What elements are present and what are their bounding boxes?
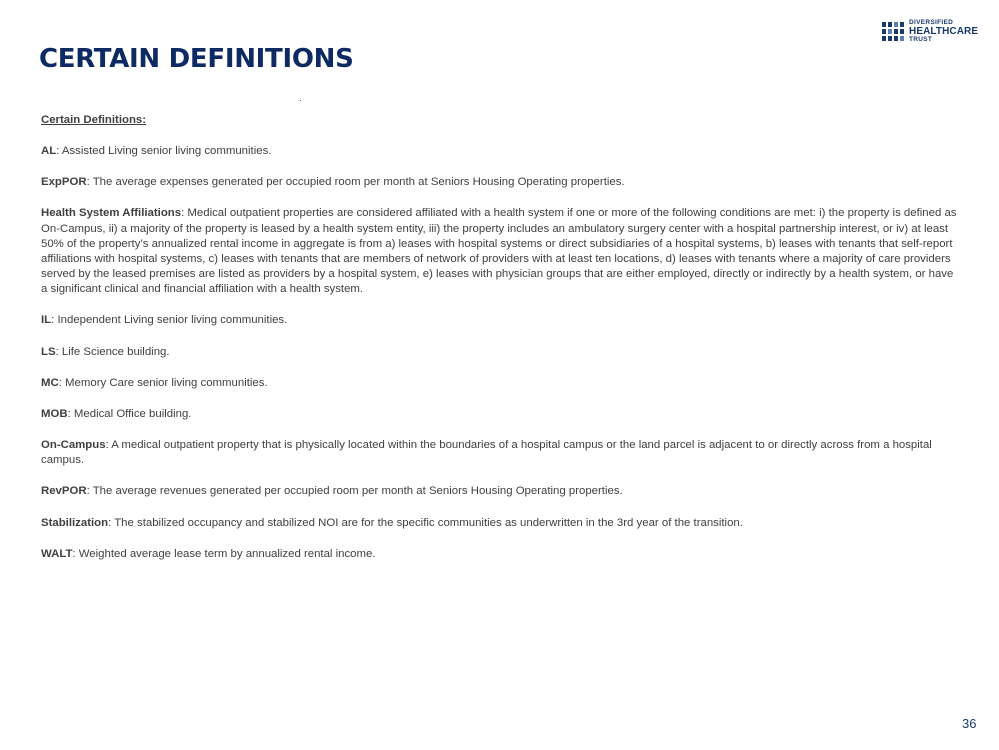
definitions-content — [41, 113, 959, 578]
logo-mark-icon — [882, 22, 904, 41]
section-heading: Certain Definitions: — [41, 114, 147, 126]
definition-term: ExpPOR — [41, 176, 87, 189]
definition-mob — [41, 407, 959, 422]
stray-dot — [300, 100, 301, 101]
definition-term: MOB — [41, 407, 68, 420]
page-number: 36 — [962, 716, 977, 731]
definition-term: MC — [41, 376, 59, 389]
definition-on-campus — [41, 438, 959, 468]
definition-text: : Medical outpatient properties are considered affiliated with a health system if one or more of the following conditions are met: i) the property is defined as On-Campus, ii) a majority of the property is leased by a health system entity, iii) the property includes an ambulatory surgery center with a hospital partnership interest, or iv) at least 50% of the property’s annualized rental income in aggregate is from a) leases with hospital systems or direct subsidiaries of a hospital systems, b) leases with tenants that self-report affiliations with hospital systems, c) leases with tenants that are members of network of providers with at least ten locations, d) leases with tenants where a majority of care providers served by the leased premises are listed as providers by a hospital system, e) leases with physician groups that are either employed, directly or indirectly by a health system, or have a significant clinical and financial affiliation with a health system. — [41, 207, 957, 296]
definition-term: LS — [41, 345, 56, 358]
definition-term: Health System Affiliations — [41, 207, 182, 220]
logo-line-1: DIVERSIFIED — [909, 19, 954, 26]
definition-term: AL — [41, 145, 57, 158]
definition-ls — [41, 345, 959, 360]
definition-stabilization — [41, 516, 959, 531]
definition-al — [41, 144, 959, 159]
definition-text: : Life Science building. — [55, 345, 170, 358]
definition-term: IL — [41, 314, 52, 327]
definition-text: : The average revenues generated per occupied room per month at Seniors Housing Operating properties. — [86, 485, 623, 498]
definition-text: : The stabilized occupancy and stabilized NOI are for the specific communities as underwritten in the 3rd year of the transition. — [108, 516, 743, 529]
page-title: CERTAIN DEFINITIONS — [39, 44, 354, 74]
company-logo — [882, 20, 978, 43]
definition-term: Stabilization — [41, 516, 109, 529]
definition-revpor — [41, 484, 959, 499]
definition-il — [41, 313, 959, 328]
definition-mc — [41, 376, 959, 391]
definition-text: : Medical Office building. — [67, 407, 192, 420]
definition-term: RevPOR — [41, 485, 87, 498]
definition-text: : Independent Living senior living communities. — [51, 314, 288, 327]
definition-text: : The average expenses generated per occupied room per month at Seniors Housing Operating properties. — [86, 176, 625, 189]
definition-text: : Memory Care senior living communities. — [58, 376, 268, 389]
definition-text: : A medical outpatient property that is physically located within the boundaries of a hospital campus or the land parcel is adjacent to or directly across from a hospital campus. — [41, 439, 932, 467]
definition-exppor — [41, 175, 959, 190]
logo-wordmark — [909, 20, 978, 43]
definition-term: On-Campus — [41, 439, 106, 452]
definition-term: WALT — [41, 547, 73, 560]
definition-text: : Weighted average lease term by annualized rental income. — [72, 547, 376, 560]
logo-line-2: HEALTHCARE — [909, 25, 979, 37]
definition-walt — [41, 547, 959, 562]
definition-health-system-affiliations — [41, 206, 959, 297]
definition-text: : Assisted Living senior living communities. — [56, 145, 272, 158]
logo-line-3: TRUST — [909, 35, 933, 43]
